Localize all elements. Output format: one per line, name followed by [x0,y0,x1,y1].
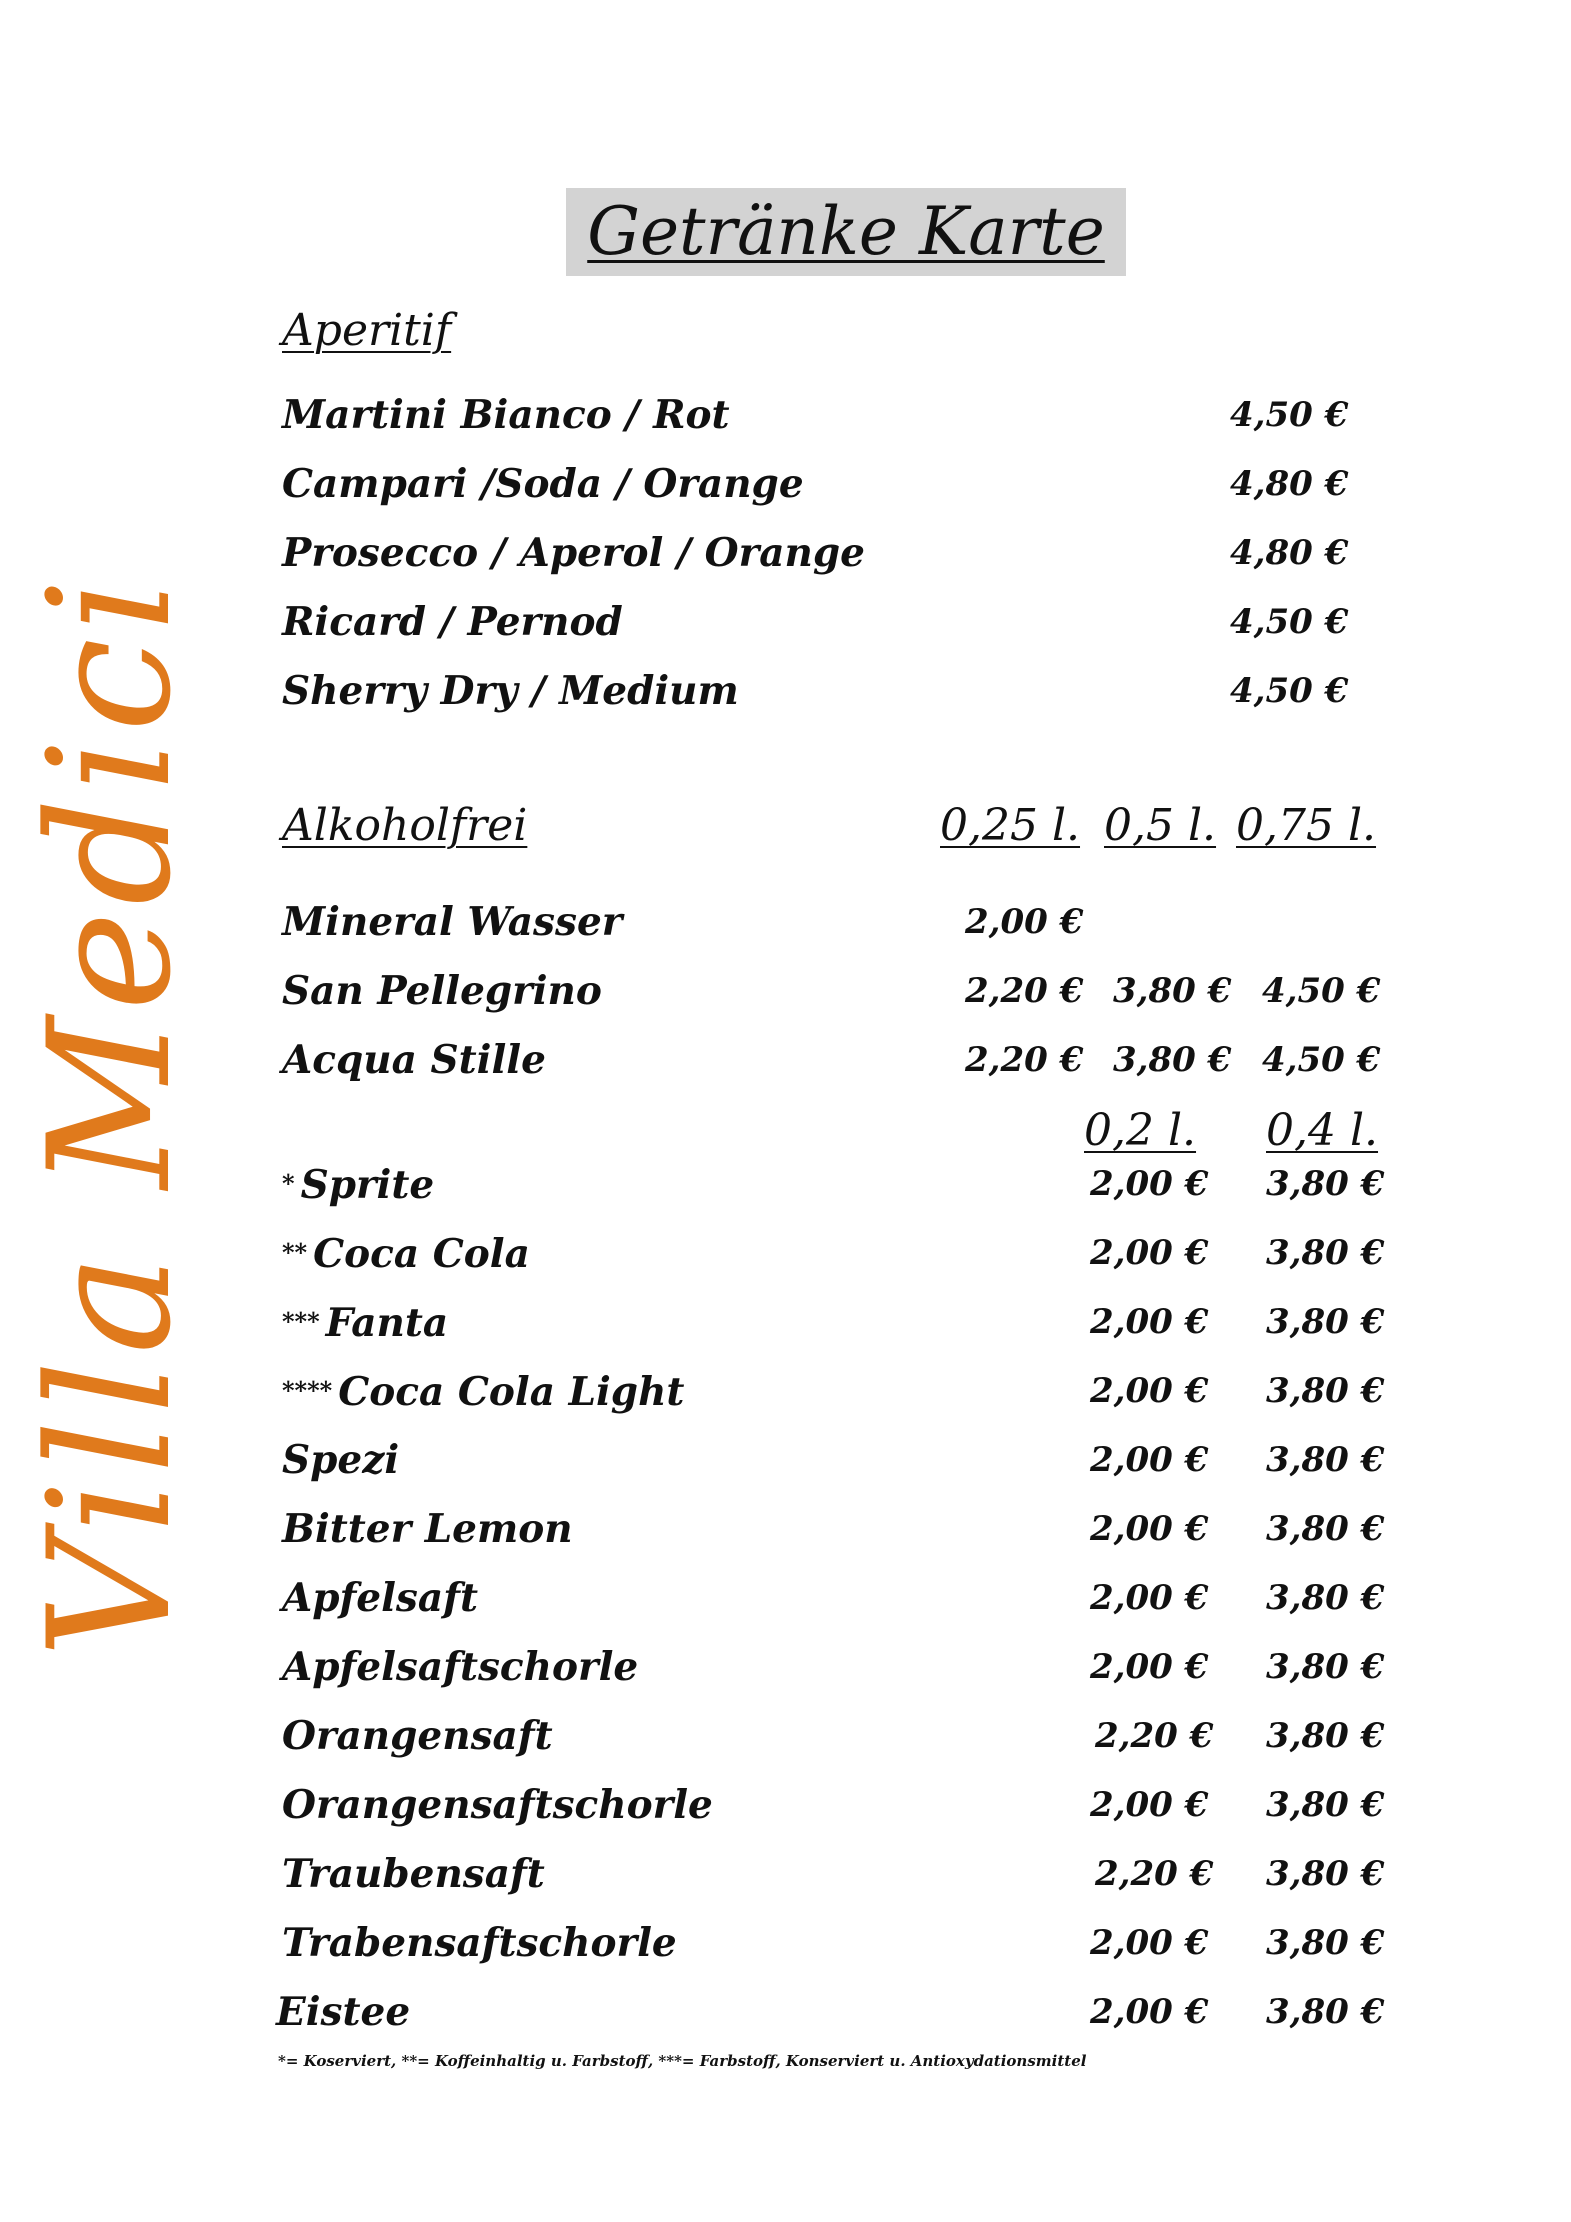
size-header: 0,2 l. [1084,1105,1197,1156]
item-name: Spezi [282,1437,400,1483]
menu-item [0,1913,1571,1973]
item-label: Sprite [300,1162,435,1208]
menu-item [0,592,1571,652]
item-label: Coca Cola [313,1231,530,1277]
item-price: 2,00 € [1090,1164,1209,1204]
item-name: Eistee [276,1989,411,2035]
item-name: Martini Bianco / Rot [282,392,730,438]
menu-item [0,961,1571,1021]
footnote: *= Koserviert, **= Koffeinhaltig u. Farbstoff, ***= Farbstoff, Konserviert u. Antioxydationsmittel [278,2052,1087,2070]
menu-item [0,1154,1571,1214]
item-name: Apfelsaftschorle [282,1644,639,1690]
item-price: 2,00 € [1090,1302,1209,1342]
section-heading-aperitif: Aperitif [282,305,452,356]
menu-item [0,1223,1571,1283]
item-price: 2,00 € [1090,1785,1209,1825]
menu-item [0,1775,1571,1835]
item-price: 4,80 € [1230,533,1349,573]
footnote-mark: ** [282,1238,308,1267]
item-price: 2,00 € [1090,1647,1209,1687]
menu-item [0,1637,1571,1697]
item-price: 3,80 € [1266,1302,1385,1342]
item-price: 2,00 € [1090,1233,1209,1273]
item-price: 2,00 € [965,902,1084,942]
item-price: 4,50 € [1230,602,1349,642]
item-price: 3,80 € [1266,1509,1385,1549]
section-heading-alkoholfrei: Alkoholfrei [282,800,528,851]
item-price: 3,80 € [1266,1854,1385,1894]
menu-item [0,1844,1571,1904]
item-name: Apfelsaft [282,1575,478,1621]
item-name: Orangensaft [282,1713,553,1759]
menu-item [0,523,1571,583]
footnote-mark: **** [282,1376,333,1405]
item-name: Ricard / Pernod [282,599,623,645]
item-name: Bitter Lemon [282,1506,573,1552]
item-price: 2,00 € [1090,1923,1209,1963]
item-name: Traubensaft [282,1851,545,1897]
item-price: 4,50 € [1230,395,1349,435]
menu-item [0,1361,1571,1421]
item-price: 4,50 € [1262,971,1381,1011]
item-name: Sherry Dry / Medium [282,668,739,714]
menu-item [0,385,1571,445]
menu-item [0,1499,1571,1559]
menu-item [0,1982,1571,2042]
menu-item [0,1706,1571,1766]
item-price: 2,20 € [1095,1854,1214,1894]
item-price: 2,00 € [1090,1371,1209,1411]
item-price: 2,20 € [1095,1716,1214,1756]
item-name: Campari /Soda / Orange [282,461,804,507]
item-price: 2,00 € [1090,1509,1209,1549]
menu-item [0,1568,1571,1628]
menu-item [0,454,1571,514]
item-price: 4,80 € [1230,464,1349,504]
menu-item [0,1292,1571,1352]
item-price: 2,00 € [1090,1992,1209,2032]
item-price: 3,80 € [1266,1233,1385,1273]
item-label: Coca Cola Light [338,1369,685,1415]
item-name: Orangensaftschorle [282,1782,713,1828]
size-header: 0,75 l. [1236,800,1377,851]
item-price: 2,20 € [965,971,1084,1011]
footnote-mark: *** [282,1307,320,1336]
item-name [282,1223,530,1284]
item-price: 4,50 € [1230,671,1349,711]
item-price: 3,80 € [1113,1040,1232,1080]
item-price: 3,80 € [1266,1440,1385,1480]
size-header: 0,25 l. [940,800,1081,851]
item-price: 3,80 € [1266,1923,1385,1963]
page-title: Getränke Karte [566,188,1126,276]
item-price: 2,00 € [1090,1578,1209,1618]
menu-item [0,1030,1571,1090]
item-price: 2,00 € [1090,1440,1209,1480]
size-header: 0,5 l. [1104,800,1217,851]
item-price: 3,80 € [1266,1785,1385,1825]
item-price: 4,50 € [1262,1040,1381,1080]
item-price: 3,80 € [1266,1992,1385,2032]
menu-item [0,1430,1571,1490]
size-header: 0,4 l. [1266,1105,1379,1156]
menu-item [0,892,1571,952]
item-name: San Pellegrino [282,968,602,1014]
item-price: 3,80 € [1266,1716,1385,1756]
item-name: Mineral Wasser [282,899,623,945]
item-price: 3,80 € [1266,1371,1385,1411]
item-name: Prosecco / Aperol / Orange [282,530,865,576]
item-name [282,1154,434,1215]
item-price: 3,80 € [1266,1578,1385,1618]
brand-logo: Villa Medici [12,572,208,1658]
menu-item [0,661,1571,721]
item-label: Fanta [325,1300,449,1346]
item-price: 3,80 € [1266,1647,1385,1687]
item-name: Trabensaftschorle [282,1920,677,1966]
item-name [282,1361,684,1422]
item-price: 2,20 € [965,1040,1084,1080]
item-price: 3,80 € [1113,971,1232,1011]
footnote-mark: * [282,1169,295,1198]
item-name: Acqua Stille [282,1037,546,1083]
item-price: 3,80 € [1266,1164,1385,1204]
item-name [282,1292,448,1353]
